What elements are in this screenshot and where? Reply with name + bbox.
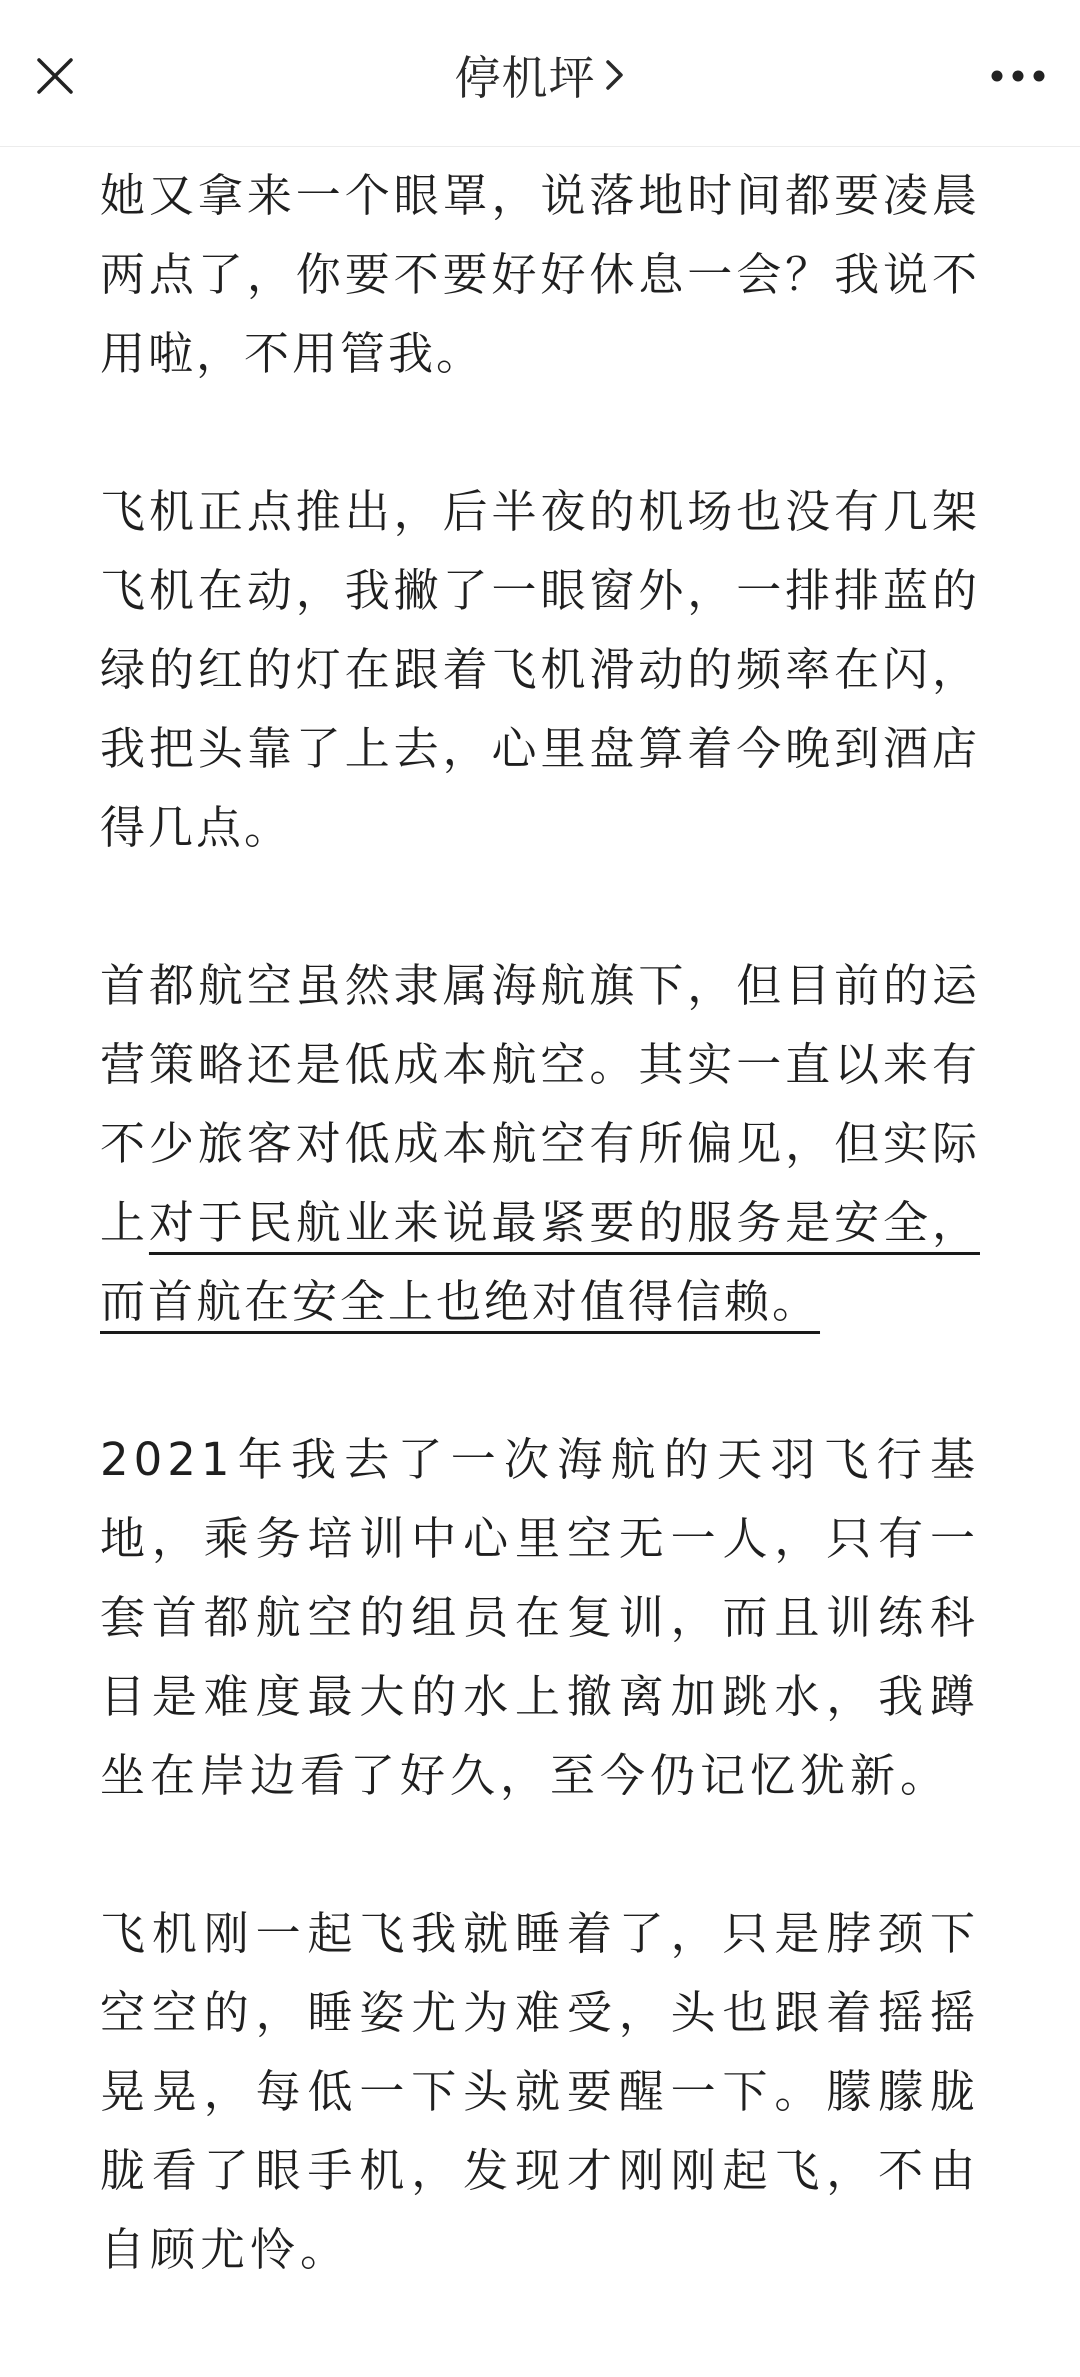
underlined-highlight: 对于民航业来说最紧要的服务是安全，而首航在安全上也绝对值得信赖。 <box>100 1196 980 1328</box>
more-dots-icon <box>990 69 1046 83</box>
chevron-right-icon <box>604 58 626 92</box>
article-paragraph: 飞机正点推出，后半夜的机场也没有几架飞机在动，我撇了一眼窗外，一排排蓝的绿的红的灯在跟着飞机滑动的频率在闪，我把头靠了上去，心里盘算着今晚到酒店得几点。 <box>100 485 980 854</box>
page-title: 停机坪 <box>454 51 596 105</box>
article-body <box>100 156 980 2368</box>
top-navigation-bar <box>0 0 1080 147</box>
article-paragraph: 飞机刚一起飞我就睡着了，只是脖颈下空空的，睡姿尤为难受，头也跟着摇摇晃晃，每低一下头就要醒一下。朦朦胧胧看了眼手机，发现才刚刚起飞，不由自顾尤怜。 <box>100 1907 980 2276</box>
article-paragraph: 2021年我去了一次海航的天羽飞行基地，乘务培训中心里空无一人，只有一套首都航空的组员在复训，而且训练科目是难度最大的水上撤离加跳水，我蹲坐在岸边看了好久，至今仍记忆犹新。 <box>100 1433 980 1802</box>
article-paragraph: 她又拿来一个眼罩，说落地时间都要凌晨两点了，你要不要好好休息一会？我说不用啦，不用管我。 <box>100 169 980 380</box>
article-paragraph <box>100 946 980 1341</box>
paragraph-text: 首都航空虽然隶属海航旗下，但目前的运营策略还是低成本航空。其实一直以来有不少旅客对低成本航空有所偏见，但实际上 <box>100 959 980 1249</box>
more-options-button[interactable] <box>978 45 1058 107</box>
group-title-button[interactable] <box>455 42 626 108</box>
